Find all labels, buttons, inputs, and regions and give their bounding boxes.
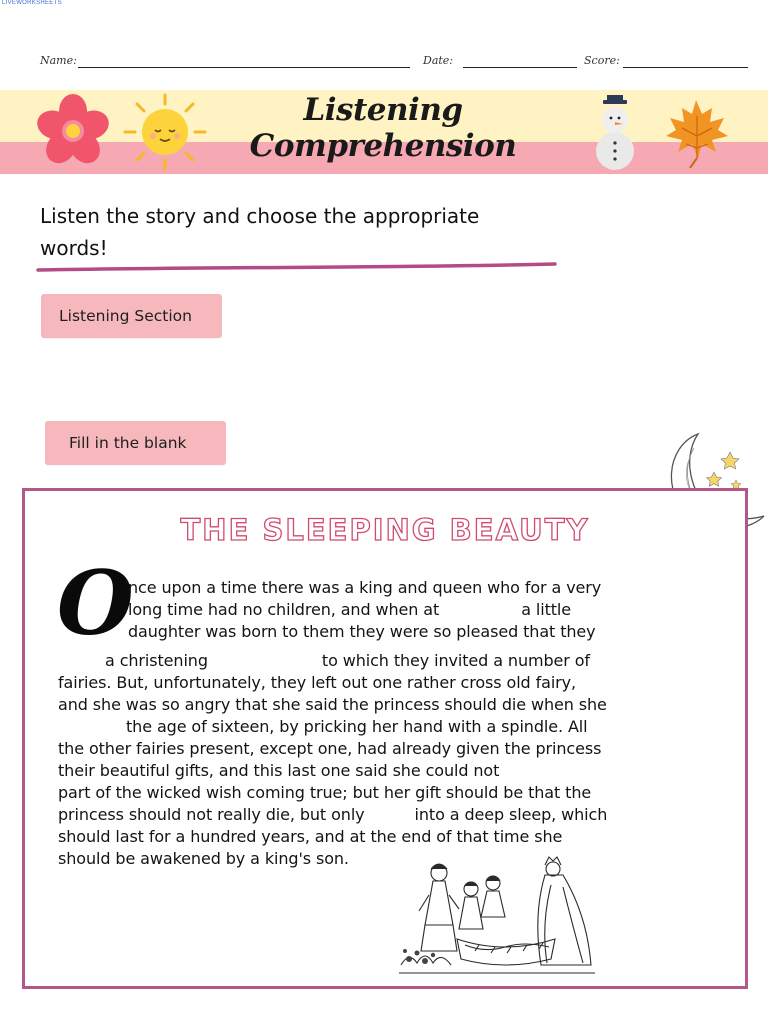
story-title: THE SLEEPING BEAUTY (180, 513, 590, 547)
sleeping-beauty-illustration (395, 855, 600, 980)
story-line-8 (58, 739, 601, 758)
story-line-7 (58, 717, 587, 736)
flower-icon (36, 93, 110, 169)
score-label: Score: (584, 54, 620, 67)
sun-icon (122, 92, 208, 172)
story-line-2 (128, 600, 571, 619)
story-text: the other fairies present, except one, had already given the princess (58, 739, 602, 758)
story-text: their beautiful gifts, and this last one said she could not (58, 761, 500, 780)
instruction-underline (0, 258, 768, 278)
story-line-4 (61, 651, 590, 670)
snowman-icon (587, 95, 643, 171)
story-text: and she was so angry that she said the princess should die when she (58, 695, 607, 714)
date-label: Date: (423, 54, 454, 67)
story-line-6 (58, 695, 607, 714)
header-row (40, 54, 750, 70)
story-text: a christening (105, 651, 208, 670)
story-text: to which they invited a number of (321, 651, 590, 670)
maple-leaf-icon (662, 96, 732, 168)
name-field[interactable] (78, 67, 410, 68)
story-line-3 (128, 622, 596, 641)
fill-blank-section-label: Fill in the blank (45, 421, 226, 465)
story-line-10 (58, 783, 591, 802)
story-text: into a deep sleep, which (414, 805, 608, 824)
story-line-9 (58, 761, 499, 780)
story-box (22, 488, 748, 989)
brand-label: LIVEWORKSHEETS (2, 0, 62, 6)
title-banner (0, 90, 768, 174)
story-text: daughter was born to them they were so pleased that they (128, 622, 596, 641)
story-text: the age of sixteen, by pricking her hand with a spindle. All (126, 717, 588, 736)
story-text: part of the wicked wish coming true; but her gift should be that the (58, 783, 592, 802)
story-text: a little (521, 600, 572, 619)
story-text: should last for a hundred years, and at the end of that time she (58, 827, 563, 846)
story-text: long time had no children, and when at (128, 600, 440, 619)
date-field[interactable] (463, 67, 577, 68)
score-field[interactable] (623, 67, 748, 68)
story-line-5 (58, 673, 576, 692)
story-line-1 (128, 578, 601, 597)
listening-section-label: Listening Section (41, 294, 222, 338)
story-line-13 (58, 849, 349, 868)
story-text: princess should not really die, but only (58, 805, 365, 824)
drop-cap: O (57, 551, 134, 655)
story-line-12 (58, 827, 562, 846)
name-label: Name: (40, 54, 77, 67)
story-text: fairies. But, unfortunately, they left out one rather cross old fairy, (58, 673, 576, 692)
story-text: nce upon a time there was a king and queen who for a very (128, 578, 602, 597)
story-line-11 (58, 805, 607, 824)
story-text: should be awakened by a king's son. (58, 849, 349, 868)
instruction-text: Listen the story and choose the appropriate words! (40, 204, 480, 260)
page-title: Listening Comprehension (249, 92, 517, 164)
